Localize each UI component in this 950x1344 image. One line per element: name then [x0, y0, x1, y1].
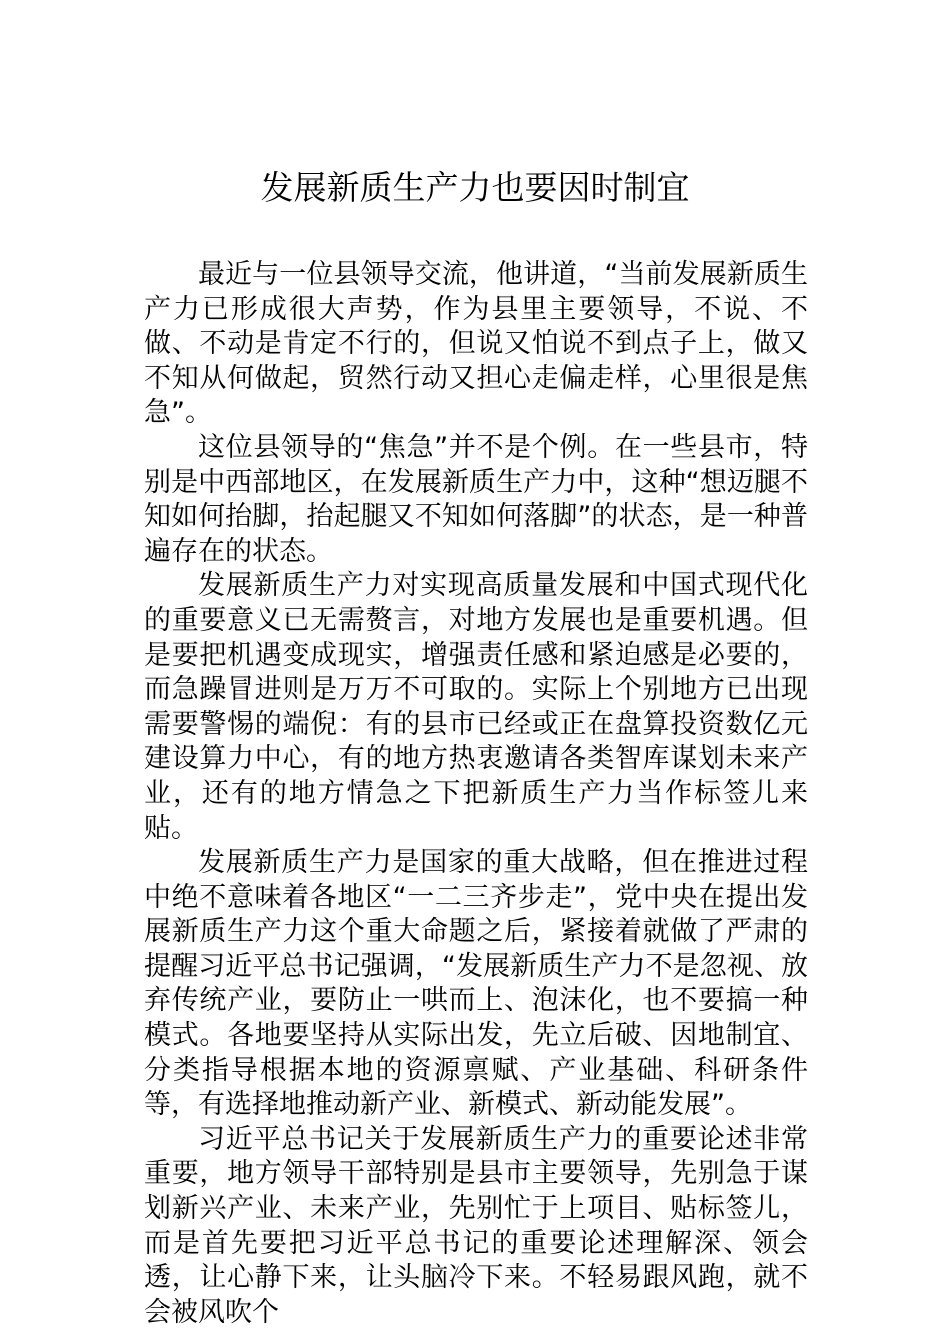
paragraph-2: 这位县领导的“焦急”并不是个例。在一些县市，特别是中西部地区，在发展新质生产力中，这种“想迈腿不知如何抬脚，抬起腿又不知如何落脚”的状态，是一种普遍存在的状态。 — [144, 431, 808, 567]
paragraph-1: 最近与一位县领导交流，他讲道，“当前发展新质生产力已形成很大声势，作为县里主要领导，不说、不做、不动是肯定不行的，但说又怕说不到点子上，做又不知从何做起，贸然行动又担心走偏走样，心里很是焦急”。 — [144, 259, 808, 429]
document-title: 发展新质生产力也要因时制宜 — [260, 168, 690, 207]
paragraph-5: 习近平总书记关于发展新质生产力的重要论述非常重要，地方领导干部特别是县市主要领导，先别急于谋划新兴产业、未来产业，先别忙于上项目、贴标签儿，而是首先要把习近平总书记的重要论述理解深、领会透，让心静下来，让头脑冷下来。不轻易跟风跑，就不会被风吹个 — [144, 1123, 808, 1328]
paragraph-4: 发展新质生产力是国家的重大战略，但在推进过程中绝不意味着各地区“一二三齐步走”，党中央在提出发展新质生产力这个重大命题之后，紧接着就做了严肃的提醒习近平总书记强调，“发展新质生产力不是忽视、放弃传统产业，要防止一哄而上、泡沫化，也不要搞一种模式。各地要坚持从实际出发，先立后破、因地制宜、分类指导根据本地的资源禀赋、产业基础、科研条件等，有选择地推动新产业、新模式、新动能发展”。 — [144, 847, 808, 1121]
document-body — [144, 258, 808, 1330]
paragraph-3: 发展新质生产力对实现高质量发展和中国式现代化的重要意义已无需赘言，对地方发展也是重要机遇。但是要把机遇变成现实，增强责任感和紧迫感是必要的，而急躁冒进则是万万不可取的。实际上个别地方已出现需要警惕的端倪：有的县市已经或正在盘算投资数亿元建设算力中心，有的地方热衷邀请各类智库谋划未来产业，还有的地方情急之下把新质生产力当作标签儿来贴。 — [144, 570, 808, 844]
